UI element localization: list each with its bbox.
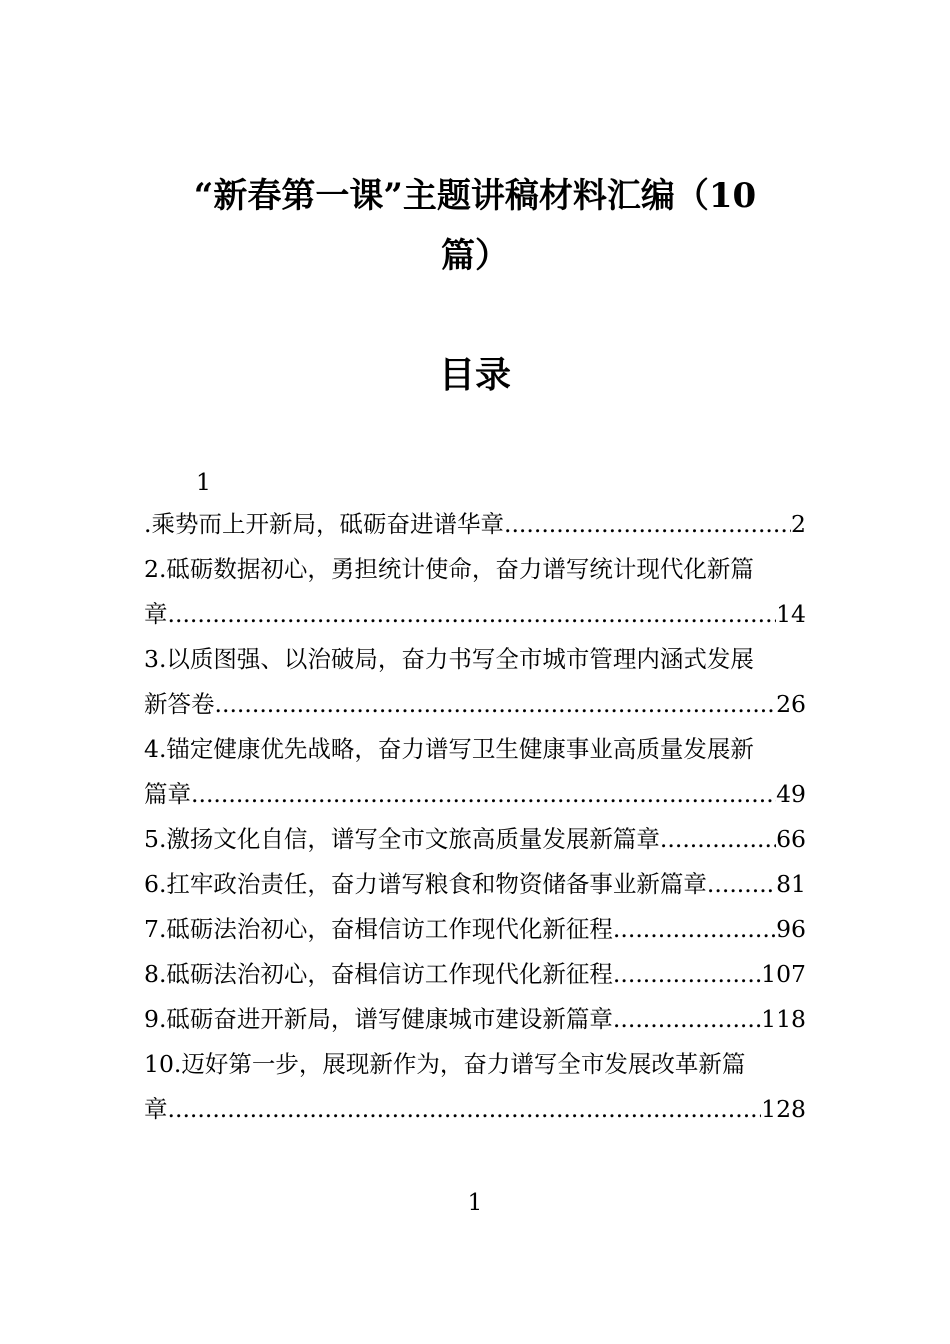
- toc-entry[interactable]: [144, 1042, 806, 1132]
- toc-entry-line: [144, 862, 806, 907]
- toc-leader-dots: [613, 907, 776, 952]
- toc-entry-line: [144, 1042, 806, 1087]
- toc-entry[interactable]: [144, 502, 806, 547]
- toc-leader-dots: [613, 952, 761, 997]
- toc-entry-text: 7.砥砺法治初心，奋楫信访工作现代化新征程: [144, 915, 613, 943]
- title-line-1: “新春第一课”主题讲稿材料汇编（10: [193, 176, 757, 216]
- toc-entry-text: 9.砥砺奋进开新局，谱写健康城市建设新篇章: [144, 1005, 613, 1033]
- toc-entry-line: [144, 502, 806, 547]
- toc-entry-text: 5.激扬文化自信，谱写全市文旅高质量发展新篇章: [144, 825, 660, 853]
- toc-leader-dots: [613, 997, 761, 1042]
- toc-entry-text: .乘势而上开新局，砥砺奋进谱华章: [144, 510, 504, 538]
- toc-page-number: 2: [791, 510, 806, 538]
- toc-entry-text: 新答卷: [144, 690, 215, 718]
- toc-entry-text: 4.锚定健康优先战略，奋力谱写卫生健康事业高质量发展新: [144, 735, 754, 763]
- page-number: 1: [467, 1190, 483, 1216]
- toc-entry-line: [144, 547, 806, 592]
- toc-page-number: 49: [776, 780, 806, 808]
- toc-leader-dots: [168, 1087, 762, 1132]
- toc-entry-text: 8.砥砺法治初心，奋楫信访工作现代化新征程: [144, 960, 613, 988]
- toc-entry[interactable]: [144, 637, 806, 727]
- toc-entry-line: [144, 952, 806, 997]
- toc-entry-text: 3.以质图强、以治破局，奋力书写全市城市管理内涵式发展: [144, 645, 754, 673]
- toc-entry-text: 篇章: [144, 780, 191, 808]
- toc-entry-line: [144, 637, 806, 682]
- toc-entry[interactable]: [144, 862, 806, 907]
- toc-entry[interactable]: [144, 952, 806, 997]
- toc-leader-dots: [504, 502, 791, 547]
- title-line-2: 篇）: [441, 236, 509, 276]
- toc-entry-line: [144, 997, 806, 1042]
- toc-entry-line: [144, 907, 806, 952]
- toc-entry[interactable]: [144, 997, 806, 1042]
- toc-page-number: 81: [776, 870, 806, 898]
- toc-leader-dots: [660, 817, 776, 862]
- toc-entry-text: 10.迈好第一步，展现新作为，奋力谱写全市发展改革新篇: [144, 1050, 746, 1078]
- toc-entry[interactable]: [144, 907, 806, 952]
- toc-entry-line: [144, 817, 806, 862]
- toc-page-number: 14: [776, 600, 806, 628]
- toc-page-number: 118: [761, 1005, 806, 1033]
- table-of-contents: [144, 462, 806, 1132]
- toc-leader-dots: [191, 772, 776, 817]
- toc-page-number: 107: [761, 960, 806, 988]
- toc-entry[interactable]: [144, 547, 806, 637]
- toc-entry-text: 6.扛牢政治责任，奋力谱写粮食和物资储备事业新篇章: [144, 870, 707, 898]
- toc-entry-line: [144, 682, 806, 727]
- toc-page-number: 128: [761, 1095, 806, 1123]
- toc-heading: 目录: [438, 354, 511, 396]
- toc-entry-line: [144, 592, 806, 637]
- toc-first-number: 1: [196, 468, 211, 496]
- toc-page-number: 66: [776, 825, 806, 853]
- document-title: [150, 166, 800, 286]
- toc-entry-line: [144, 1087, 806, 1132]
- toc-leader-dots: [707, 862, 776, 907]
- toc-entry-line: [144, 727, 806, 772]
- toc-entry-text: 章: [144, 600, 168, 628]
- toc-entry-line: [144, 772, 806, 817]
- toc-entry-text: 2.砥砺数据初心，勇担统计使命，奋力谱写统计现代化新篇: [144, 555, 754, 583]
- toc-page-number: 26: [776, 690, 806, 718]
- toc-entry[interactable]: [144, 817, 806, 862]
- toc-leader-dots: [168, 592, 777, 637]
- toc-entry[interactable]: [144, 727, 806, 817]
- toc-leader-dots: [215, 682, 777, 727]
- toc-entry-text: 章: [144, 1095, 168, 1123]
- toc-page-number: 96: [776, 915, 806, 943]
